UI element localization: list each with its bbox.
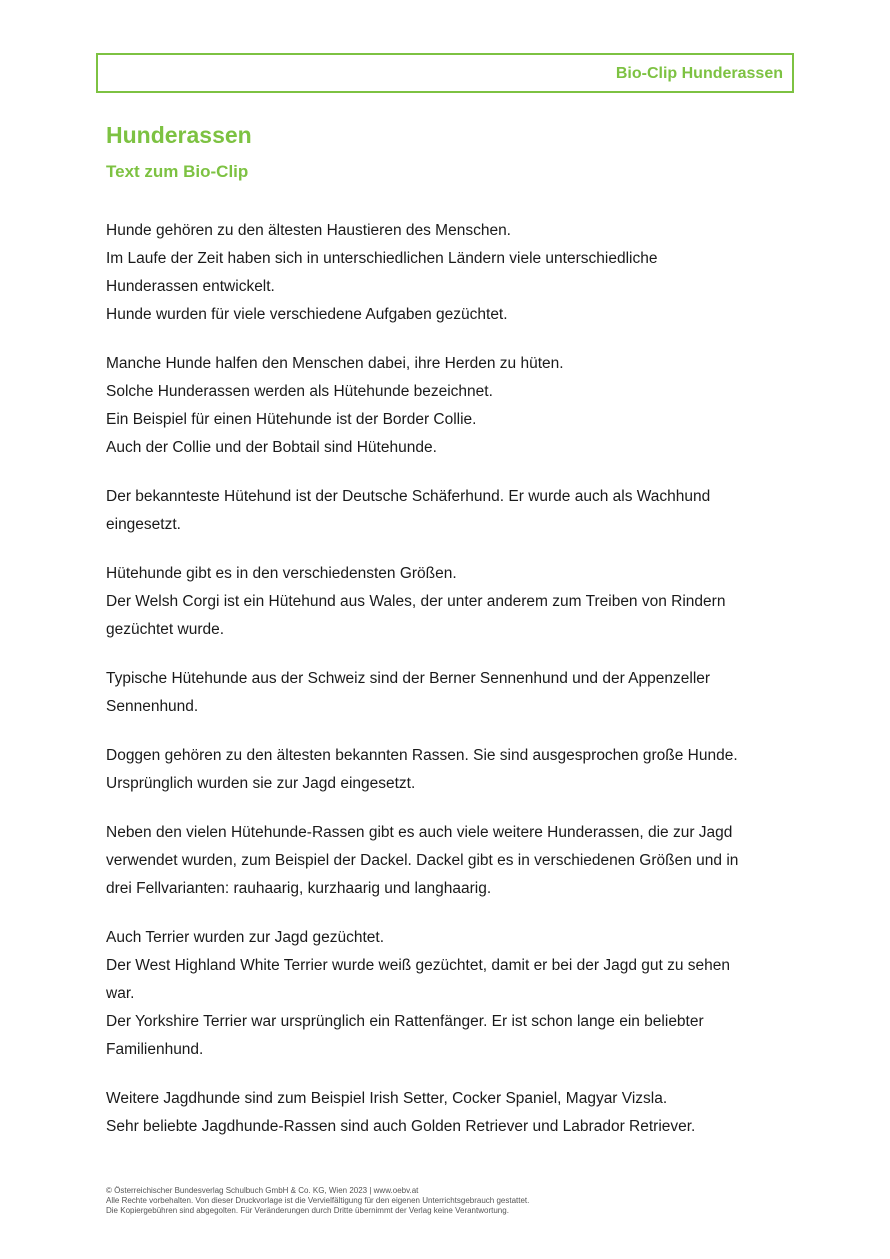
footer-fees: Die Kopiergebühren sind abgegolten. Für Veränderungen durch Dritte übernimmt der Verlag keine Verantwortung. [106, 1206, 509, 1215]
text-line: Doggen gehören zu den ältesten bekannten Rassen. Sie sind ausgesprochen große Hunde. [106, 747, 738, 764]
text-line: Im Laufe der Zeit haben sich in unterschiedlichen Ländern viele unterschiedliche [106, 250, 658, 267]
text-line: Solche Hunderassen werden als Hütehunde bezeichnet. [106, 383, 493, 400]
paragraph [106, 217, 796, 329]
text-line: Sehr beliebte Jagdhunde-Rassen sind auch Golden Retriever und Labrador Retriever. [106, 1118, 696, 1135]
text-line: Typische Hütehunde aus der Schweiz sind der Berner Sennenhund und der Appenzeller [106, 670, 711, 687]
paragraph [106, 742, 796, 798]
paragraph [106, 350, 796, 462]
text-line: Der West Highland White Terrier wurde weiß gezüchtet, damit er bei der Jagd gut zu sehen [106, 957, 731, 974]
text-line: Hütehunde gibt es in den verschiedensten Größen. [106, 565, 457, 582]
text-line: verwendet wurden, zum Beispiel der Dackel. Dackel gibt es in verschiedenen Größen und in [106, 852, 739, 869]
text-line: Hunde wurden für viele verschiedene Aufgaben gezüchtet. [106, 306, 508, 323]
text-line: Manche Hunde halfen den Menschen dabei, ihre Herden zu hüten. [106, 355, 564, 372]
text-line: Hunderassen entwickelt. [106, 278, 275, 295]
text-line: Der bekannteste Hütehund ist der Deutsche Schäferhund. Er wurde auch als Wachhund [106, 488, 711, 505]
text-line: Hunde gehören zu den ältesten Haustieren des Menschen. [106, 222, 511, 239]
text-line: Weitere Jagdhunde sind zum Beispiel Irish Setter, Cocker Spaniel, Magyar Vizsla. [106, 1090, 668, 1107]
footer [106, 1186, 529, 1216]
text-line: Sennenhund. [106, 698, 199, 715]
text-line: Der Welsh Corgi ist ein Hütehund aus Wales, der unter anderem zum Treiben von Rindern [106, 593, 726, 610]
text-line: eingesetzt. [106, 516, 181, 533]
header-title: Bio-Clip Hunderassen [615, 65, 783, 82]
paragraph [106, 819, 796, 903]
footer-rights: Alle Rechte vorbehalten. Von dieser Druckvorlage ist die Vervielfältigung für den eigenen Unterrichtsgebrauch gestattet. [106, 1196, 530, 1205]
text-line: Familienhund. [106, 1041, 204, 1058]
text-line: war. [106, 985, 135, 1002]
paragraph [106, 1085, 796, 1141]
text-line: Der Yorkshire Terrier war ursprünglich ein Rattenfänger. Er ist schon lange ein beliebter [106, 1013, 704, 1030]
text-line: Auch der Collie und der Bobtail sind Hütehunde. [106, 439, 437, 456]
text-line: drei Fellvarianten: rauhaarig, kurzhaarig und langhaarig. [106, 880, 492, 897]
text-line: Ursprünglich wurden sie zur Jagd eingesetzt. [106, 775, 416, 792]
text-line: Ein Beispiel für einen Hütehunde ist der Border Collie. [106, 411, 477, 428]
paragraph [106, 924, 796, 1064]
page-title: Hunderassen [106, 122, 252, 148]
header-box [96, 53, 794, 93]
body-text [106, 217, 796, 1162]
paragraph [106, 483, 796, 539]
paragraph [106, 560, 796, 644]
page-subtitle: Text zum Bio-Clip [106, 162, 249, 181]
text-line: gezüchtet wurde. [106, 621, 225, 638]
footer-copyright: © Österreichischer Bundesverlag Schulbuch GmbH & Co. KG, Wien 2023 | www.oebv.at [106, 1186, 419, 1195]
paragraph [106, 665, 796, 721]
text-line: Neben den vielen Hütehunde-Rassen gibt es auch viele weitere Hunderassen, die zur Jagd [106, 824, 733, 841]
text-line: Auch Terrier wurden zur Jagd gezüchtet. [106, 929, 385, 946]
